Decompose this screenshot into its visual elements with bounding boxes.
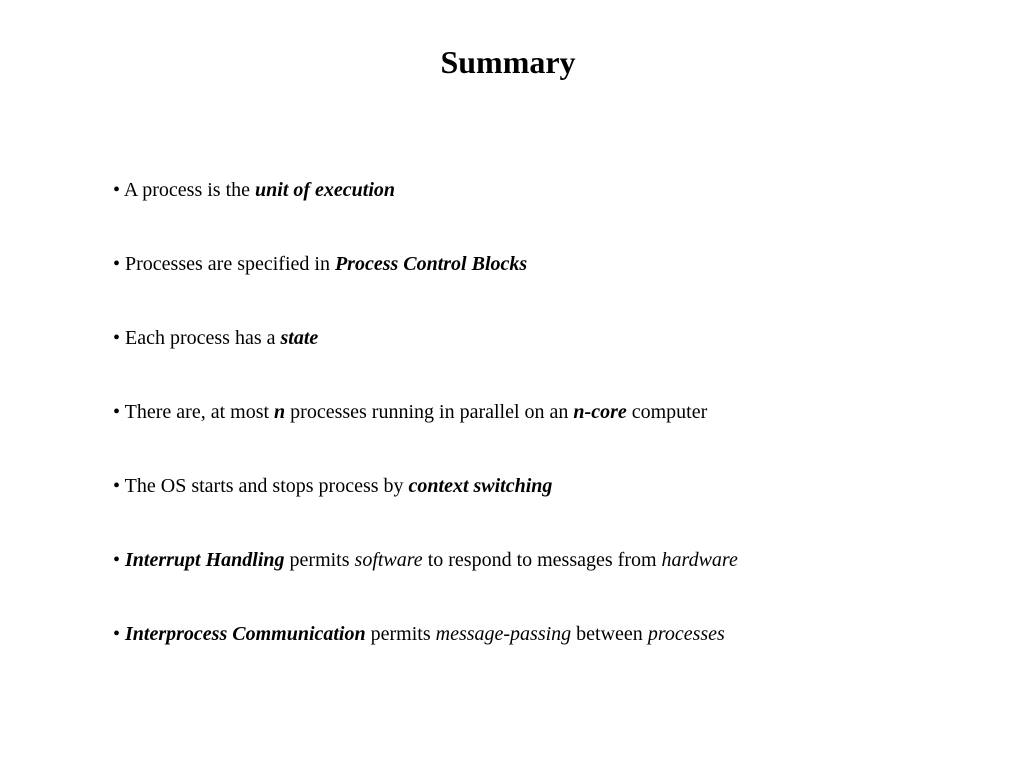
bullet-item [113,322,993,396]
bullet-text: permits [284,549,355,571]
emphasized-term: context switching [408,475,553,497]
bullet-text: processes running in parallel on an [285,401,574,423]
bullet-text: computer [626,401,708,423]
emphasized-term: unit of execution [255,179,396,201]
slide-title: Summary [440,44,576,80]
bullet-marker: • [113,253,121,275]
bullet-marker: • [113,623,121,645]
bullet-text: Processes are specified in [125,253,335,275]
emphasized-term: Interprocess Communication [125,623,366,645]
bullet-list [113,174,993,692]
bullet-text: between [571,623,648,645]
emphasized-term: processes [647,623,725,645]
bullet-item [113,544,993,618]
bullet-marker: • [113,401,121,423]
emphasized-term: Process Control Blocks [334,253,528,275]
emphasized-term: n-core [573,401,627,423]
emphasized-term: Interrupt Handling [125,549,285,571]
bullet-text: There are, at most [124,401,275,423]
bullet-marker: • [113,475,121,497]
bullet-text: to respond to messages from [422,549,662,571]
bullet-marker: • [113,549,121,571]
emphasized-term: hardware [661,549,738,571]
bullet-marker: • [113,327,121,349]
emphasized-term: message-passing [435,623,572,645]
bullet-marker: • [113,179,121,201]
bullet-item [113,618,993,692]
bullet-item [113,248,993,322]
bullet-text: The OS starts and stops process by [124,475,409,497]
bullet-text: Each process has a [125,327,281,349]
bullet-item [113,396,993,470]
emphasized-term: state [280,327,319,349]
emphasized-term: software [354,549,423,571]
bullet-item [113,470,993,544]
bullet-item [113,174,993,248]
emphasized-term: n [274,401,286,423]
bullet-text: A process is the [123,179,256,201]
bullet-text: permits [365,623,436,645]
